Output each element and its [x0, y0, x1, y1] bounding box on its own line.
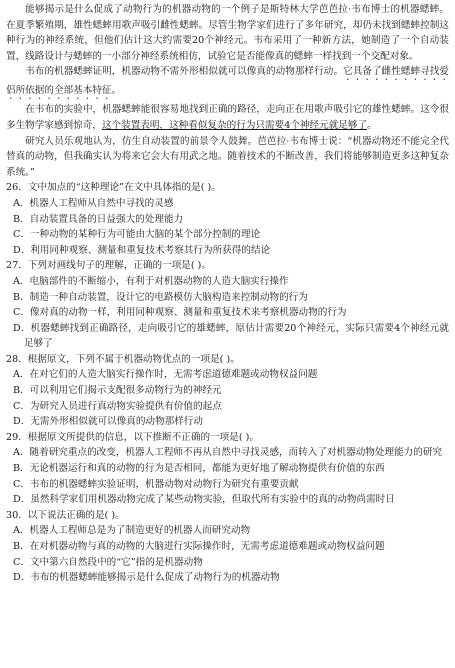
option-b: B．制造一种自动装置，设计它的电路模仿大脑构造来控制动物的行为	[13, 291, 308, 303]
passage-text: 韦布的机器蟋蟀证明，机器动物不需外形相似就可以像真的动物那样行动。	[25, 66, 344, 78]
option-c: C．像对真的动物一样，利用同种观察、测量和重复技术来考察机器动物的行为	[13, 307, 347, 319]
question-27	[6, 258, 449, 352]
question-stem: 26．文中加点的“这种理论”在文中具体指的是( )。	[6, 182, 221, 194]
passage-text: 。	[111, 85, 122, 97]
option-d: D．利用同种观察、测量和重复技术考察其行为所获得的结论	[13, 244, 271, 256]
option-c: C．韦布的机器蟋蟀实验证明，机器动物对动物行为研究有重要贡献	[13, 478, 299, 490]
question-30	[6, 508, 449, 586]
option-a: A．在对它们的人造大脑实行操作时，无需考虑道德难题或动物权益问题	[13, 369, 318, 381]
option-c: C．一种动物的某种行为可能由大脑的某个部分控制的理论	[13, 229, 261, 241]
option-d: D．虽然科学家们用机器动物完成了某些动物实验，但取代所有实验中的真的动物尚需时日	[13, 494, 395, 506]
question-stem: 29．根据原文所提供的信息，以下推断不正确的一项是( )。	[6, 431, 259, 443]
option-a: A．随着研究重点的改变，机器人工程师不再从自然中寻找灵感，而转入了对机器动物处理能力的研究	[13, 447, 443, 459]
option-d: D．韦布的机器蟋蟀能够揭示是什么促成了动物行为的机器动物	[13, 572, 280, 584]
option-b: B．无论机器运行和真的动物的行为是否相同，都能为更好地了解动物提供有价值的东西	[13, 463, 385, 475]
option-c: C．文中第六自然段中的“它”指的是机器动物	[13, 556, 203, 568]
question-stem: 28．根据原文，下列不属于机器动物优点的一项是( )。	[6, 353, 240, 365]
passage-paragraph-2	[6, 64, 449, 102]
question-28	[6, 352, 449, 430]
passage-paragraph-1: 能够揭示是什么促成了动物行为的机器动物的一个例子是斯特林大学芭芭拉·韦布博士的机器蟋蟀。在夏季繁殖期，雄性蟋蟀用歌声吸引雌性蟋蟀。尽管生物学家们进行了多年研究，却仍未找到蟋蟀控制这种行为的神经系统，但他们估计这大约需要20个神经元。韦布采用了一种新方法，她制造了一个自动装置，线路设计与蟋蟀的一小部分神经系统相仿，试验它是否能像真的蟋蟀一样找到一个交配对象。	[6, 4, 449, 62]
option-a: A．机器人工程师从自然中寻找的灵感	[13, 197, 174, 209]
option-a: A．电脑部件的不断缩小，有利于对机器动物的人造大脑实行操作	[13, 275, 289, 287]
question-stem: 30．以下说法正确的是( )。	[6, 509, 125, 521]
passage-paragraph-4: 研究人员乐观地认为，仿生自动装置的前景令人鼓舞。芭芭拉·韦布博士说：“机器动物还不能完全代替真的动物，但我确实认为将来它会大有用武之地。随着技术的不断改善，我们将能够制造更多这种复杂系统。”	[6, 135, 449, 178]
question-26	[6, 180, 449, 258]
passage-text: 。	[367, 119, 377, 131]
option-b: B．在对机器动物与真的动物的大脑进行实际操作时，无需考虑道德难题或动物权益问题	[13, 541, 385, 552]
passage-text: 在韦布的实验中，机器蟋蟀能很容易地找到正确的路径，走向正在用歌声吸引它的雄性蟋蟀。这令很多生物学家感到惊奇，	[6, 104, 449, 131]
dotted-phrase: 它具备了雌性蟋蟀寻找爱侣所依据的全部基本特征	[6, 66, 450, 97]
option-b: B．自动装置具备的日益强大的处理能力	[13, 213, 184, 225]
passage-paragraph-3	[6, 102, 449, 133]
option-c: C．为研究人员进行真动物实验提供有价值的起点	[13, 400, 222, 412]
option-d: D．无需外形相似就可以像真的动物那样行动	[13, 416, 203, 428]
underlined-sentence: 这个装置表明，这种看似复杂的行为只需要4个神经元就足够了	[101, 119, 368, 131]
option-a: A．机器人工程师总是为了制造更好的机器人而研究动物	[13, 525, 251, 537]
question-29	[6, 430, 449, 508]
question-stem: 27．下列对画线句子的理解，正确的一项是( )。	[6, 260, 212, 272]
option-d: D．机器蟋蟀找到正确路径，走向吸引它的雄蟋蟀，原估计需要20个神经元，实际只需要4个神经元就足够了	[13, 322, 449, 350]
option-b: B．可以利用它们揭示支配很多动物行为的神经元	[13, 385, 222, 397]
